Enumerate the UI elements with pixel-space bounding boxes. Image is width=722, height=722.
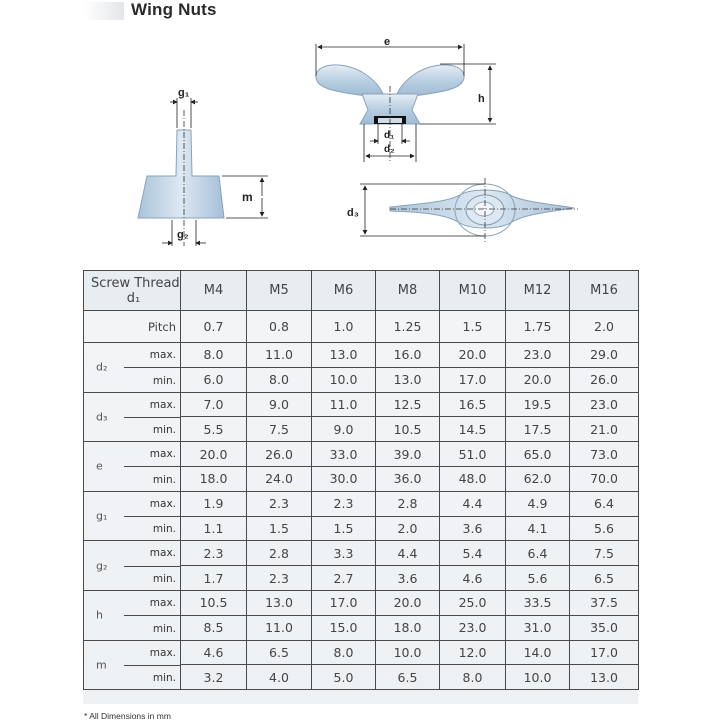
table-cell: 19.5 — [506, 392, 570, 417]
label-h: h — [478, 93, 485, 105]
table-cell: 4.9 — [506, 491, 570, 516]
table-cell: 1.5 — [247, 516, 312, 541]
table-cell: 5.5 — [181, 417, 247, 442]
table-cell: 13.0 — [312, 343, 376, 368]
min-label: min. — [152, 473, 176, 486]
label-d2: d₂ — [384, 144, 395, 155]
table-cell: 0.7 — [181, 311, 247, 343]
column-header: M10 — [440, 271, 506, 311]
dimension-symbol: h — [96, 608, 103, 622]
table-cell: 11.0 — [312, 392, 376, 417]
table-cell: 7.5 — [247, 417, 312, 442]
table-cell: 29.0 — [570, 343, 639, 368]
row-group-label — [84, 343, 181, 393]
table-cell: 17.0 — [570, 640, 639, 665]
table-cell: 18.0 — [181, 466, 247, 491]
label-e: e — [384, 36, 391, 48]
table-cell: 6.4 — [570, 491, 639, 516]
table-cell: 23.0 — [440, 615, 506, 640]
table-cell: 2.3 — [247, 491, 312, 516]
table-cell: 11.0 — [247, 615, 312, 640]
table-cell: 21.0 — [570, 417, 639, 442]
table-cell: 16.0 — [376, 343, 440, 368]
max-label: max. — [149, 448, 176, 461]
table-cell: 10.0 — [376, 640, 440, 665]
table-cell: 0.8 — [247, 311, 312, 343]
table-cell: 13.0 — [570, 665, 639, 690]
table-cell: 1.7 — [181, 566, 247, 591]
dimension-symbol: e — [96, 459, 103, 473]
table-cell: 10.0 — [312, 367, 376, 392]
table-cell: 37.5 — [570, 590, 639, 615]
table-cell: 17.0 — [312, 590, 376, 615]
column-header: M8 — [376, 271, 440, 311]
table-cell: 5.4 — [440, 541, 506, 566]
table-cell: 70.0 — [570, 466, 639, 491]
table-cell: 20.0 — [376, 590, 440, 615]
pitch-label: Pitch — [84, 311, 181, 343]
table-cell: 3.6 — [376, 566, 440, 591]
table-cell: 8.0 — [312, 640, 376, 665]
table-cell: 2.8 — [376, 491, 440, 516]
min-label: min. — [152, 374, 176, 387]
table-cell: 17.5 — [506, 417, 570, 442]
table-cell: 4.1 — [506, 516, 570, 541]
table-cell: 51.0 — [440, 442, 506, 467]
row-group-label — [84, 541, 181, 591]
table-row — [84, 392, 639, 417]
max-label: max. — [149, 646, 176, 659]
column-header: M5 — [247, 271, 312, 311]
table-cell: 20.0 — [440, 343, 506, 368]
dimension-symbol: d₂ — [96, 360, 108, 374]
front-view-drawing — [316, 36, 496, 162]
table-cell: 4.0 — [247, 665, 312, 690]
table-cell: 2.7 — [312, 566, 376, 591]
table-cell: 26.0 — [570, 367, 639, 392]
row-group-label — [84, 491, 181, 541]
table-cell: 9.0 — [247, 392, 312, 417]
table-cell: 6.5 — [376, 665, 440, 690]
pitch-row — [84, 311, 639, 343]
table-row — [84, 491, 639, 516]
dimension-symbol: g₂ — [96, 559, 108, 573]
table-cell: 3.3 — [312, 541, 376, 566]
table-cell: 26.0 — [247, 442, 312, 467]
table-cell: 1.9 — [181, 491, 247, 516]
header-row — [84, 271, 639, 311]
table-cell: 10.5 — [181, 590, 247, 615]
table-cell: 23.0 — [506, 343, 570, 368]
table-cell: 10.5 — [376, 417, 440, 442]
max-label: max. — [149, 349, 176, 361]
table-cell: 4.6 — [440, 566, 506, 591]
row-group-label — [84, 392, 181, 442]
dimension-symbol: g₁ — [96, 509, 108, 523]
table-cell: 23.0 — [570, 392, 639, 417]
table-cell: 14.0 — [506, 640, 570, 665]
table-cell: 8.0 — [440, 665, 506, 690]
table-cell: 2.0 — [570, 311, 639, 343]
table-cell: 20.0 — [181, 442, 247, 467]
table-cell: 18.0 — [376, 615, 440, 640]
table-row — [84, 442, 639, 467]
table-cell: 33.5 — [506, 590, 570, 615]
table-cell: 1.0 — [312, 311, 376, 343]
table-cell: 15.0 — [312, 615, 376, 640]
table-cell: 5.6 — [506, 566, 570, 591]
table-cell: 4.6 — [181, 640, 247, 665]
table-cell: 1.5 — [312, 516, 376, 541]
row-group-label — [84, 640, 181, 690]
table-cell: 14.5 — [440, 417, 506, 442]
table-cell: 2.0 — [376, 516, 440, 541]
table-cell: 6.4 — [506, 541, 570, 566]
screw-thread-header: Screw Thread d₁ — [84, 271, 181, 311]
min-label: min. — [152, 424, 176, 437]
table-cell: 39.0 — [376, 442, 440, 467]
table-cell: 10.0 — [506, 665, 570, 690]
table-cell: 8.5 — [181, 615, 247, 640]
table-cell: 1.75 — [506, 311, 570, 343]
dimension-symbol: m — [96, 658, 107, 672]
table-cell: 1.5 — [440, 311, 506, 343]
table-cell: 2.3 — [247, 566, 312, 591]
table-cell: 6.5 — [247, 640, 312, 665]
table-cell: 24.0 — [247, 466, 312, 491]
table-cell: 1.25 — [376, 311, 440, 343]
max-label: max. — [149, 596, 176, 609]
label-g2: g₂ — [177, 229, 189, 241]
table-cell: 30.0 — [312, 466, 376, 491]
table-cell: 62.0 — [506, 466, 570, 491]
table-cell: 6.5 — [570, 566, 639, 591]
table-cell: 7.0 — [181, 392, 247, 417]
table-row — [84, 590, 639, 615]
label-g1: g₁ — [178, 87, 190, 99]
table-cell: 12.5 — [376, 392, 440, 417]
row-group-label — [84, 590, 181, 640]
table-cell: 11.0 — [247, 343, 312, 368]
column-header: M12 — [506, 271, 570, 311]
table-cell: 3.2 — [181, 665, 247, 690]
table-cell: 5.0 — [312, 665, 376, 690]
table-cell: 2.3 — [312, 491, 376, 516]
row-group-label — [84, 442, 181, 492]
column-header: M6 — [312, 271, 376, 311]
min-label: min. — [152, 622, 176, 635]
table-cell: 7.5 — [570, 541, 639, 566]
top-view-drawing — [347, 178, 578, 244]
max-label: max. — [149, 398, 176, 411]
label-d1: d₁ — [384, 130, 395, 141]
min-label: min. — [152, 523, 176, 536]
table-cell: 8.0 — [247, 367, 312, 392]
table-cell: 1.1 — [181, 516, 247, 541]
label-m: m — [242, 190, 253, 204]
footnote: * All Dimensions in mm — [84, 711, 171, 721]
page-title: Wing Nuts — [131, 0, 217, 19]
min-label: min. — [152, 672, 176, 685]
table-cell: 35.0 — [570, 615, 639, 640]
table-cell: 3.6 — [440, 516, 506, 541]
table-cell: 2.8 — [247, 541, 312, 566]
min-label: min. — [152, 572, 176, 585]
table-cell: 9.0 — [312, 417, 376, 442]
max-label: max. — [149, 497, 176, 510]
table-cell: 17.0 — [440, 367, 506, 392]
table-cell: 12.0 — [440, 640, 506, 665]
table-cell: 36.0 — [376, 466, 440, 491]
dimension-symbol: d₃ — [96, 410, 108, 424]
table-cell: 8.0 — [181, 343, 247, 368]
table-cell: 48.0 — [440, 466, 506, 491]
column-header: M4 — [181, 271, 247, 311]
table-cell: 20.0 — [506, 367, 570, 392]
table-cell: 33.0 — [312, 442, 376, 467]
dimension-table — [83, 270, 639, 690]
table-cell: 5.6 — [570, 516, 639, 541]
table-cell: 4.4 — [440, 491, 506, 516]
table-row — [84, 640, 639, 665]
table-cell: 25.0 — [440, 590, 506, 615]
table-cell: 16.5 — [440, 392, 506, 417]
max-label: max. — [149, 547, 176, 560]
wing-nut-drawings — [0, 0, 722, 262]
table-cell: 2.3 — [181, 541, 247, 566]
column-header: M16 — [570, 271, 639, 311]
table-cell: 4.4 — [376, 541, 440, 566]
table-cell: 31.0 — [506, 615, 570, 640]
table-row — [84, 343, 639, 368]
table-cell: 13.0 — [247, 590, 312, 615]
dimension-table-panel — [83, 270, 638, 704]
table-row — [84, 541, 639, 566]
label-d3: d₃ — [347, 207, 359, 219]
table-cell: 65.0 — [506, 442, 570, 467]
table-cell: 73.0 — [570, 442, 639, 467]
table-cell: 6.0 — [181, 367, 247, 392]
table-cell: 13.0 — [376, 367, 440, 392]
side-view-drawing — [138, 87, 268, 246]
